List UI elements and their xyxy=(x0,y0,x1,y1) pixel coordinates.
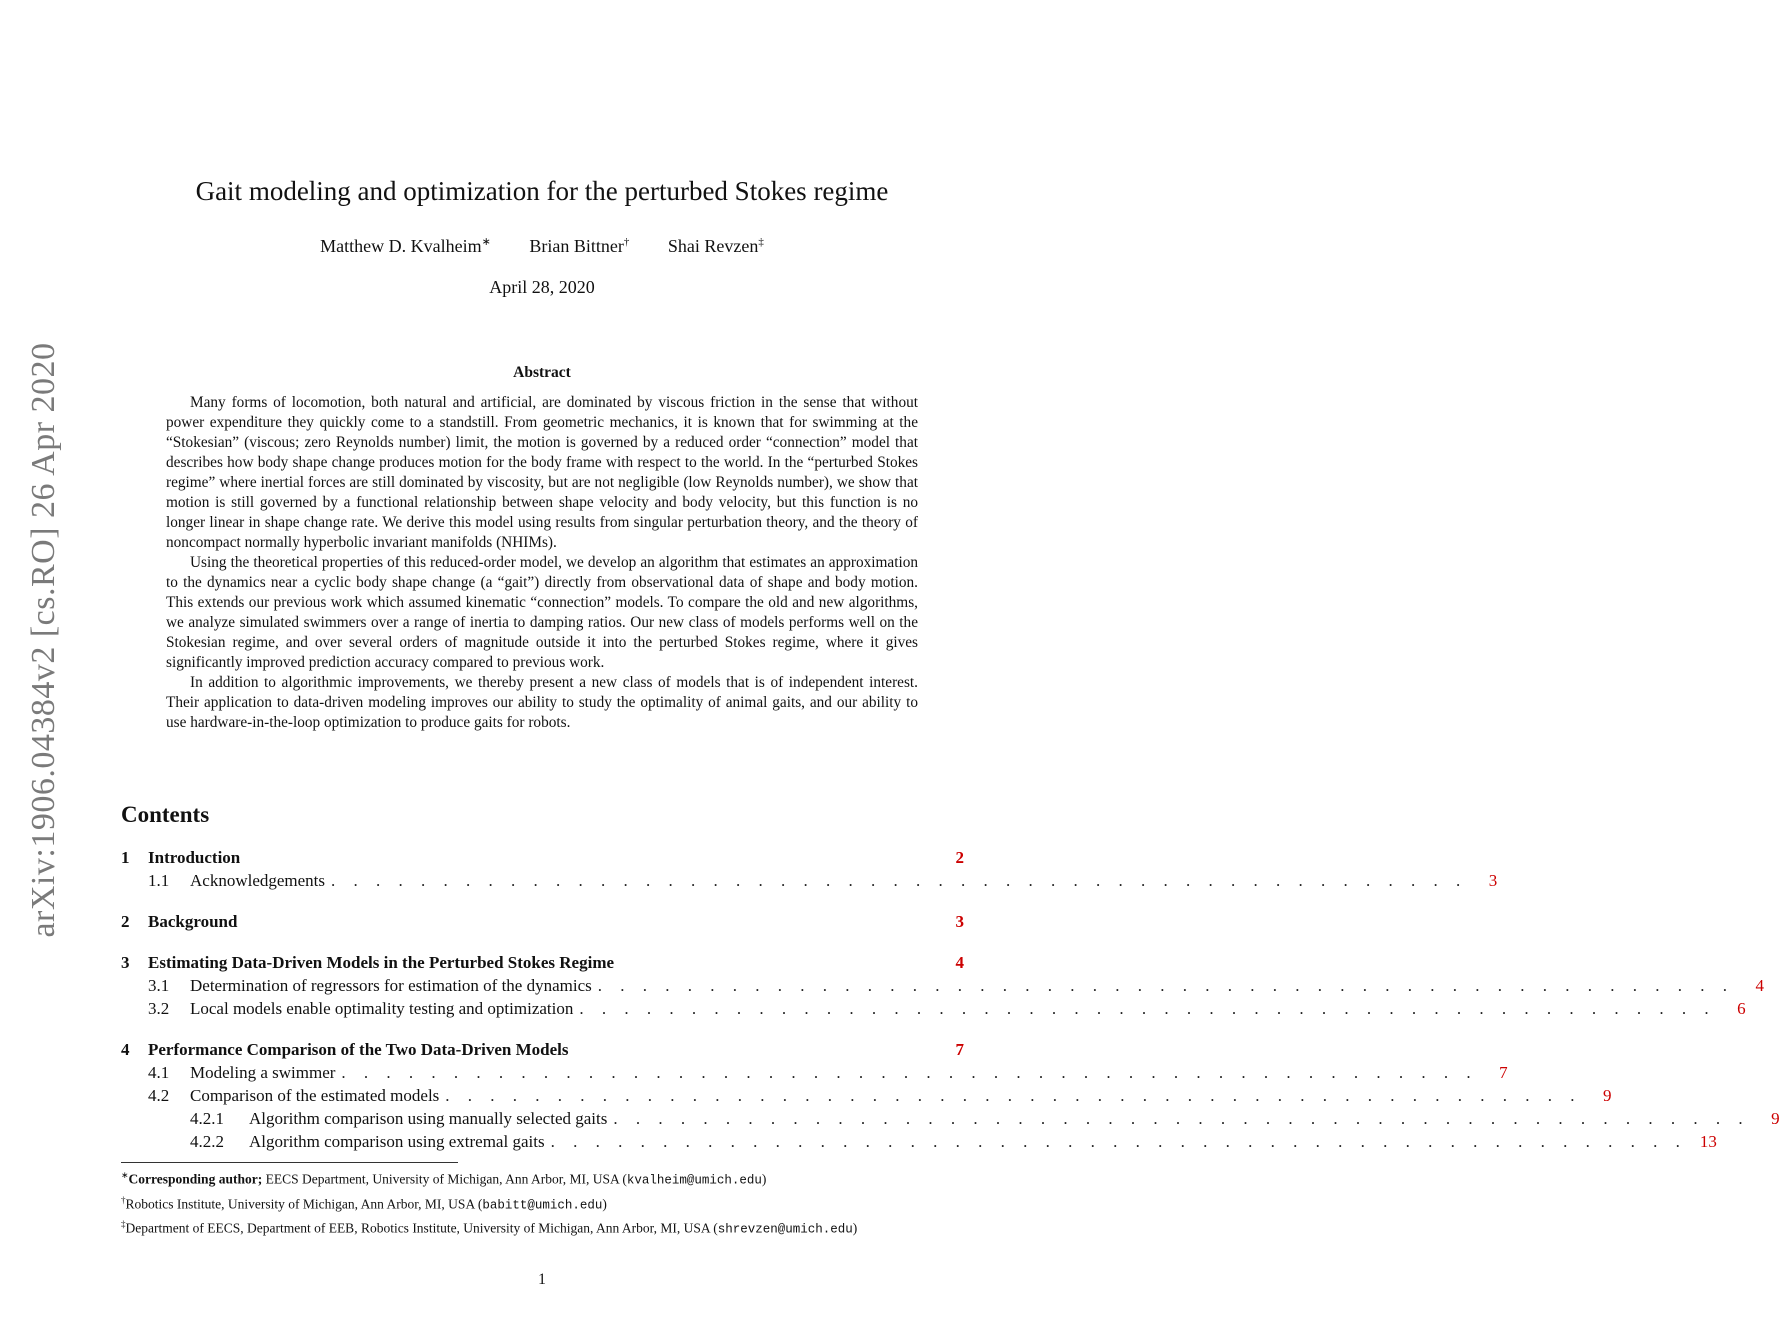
toc-leader-dots: . . . . . . . . . . . . . . . . . . . . . . . . . . . . . . . . . . . . . . . . . . . . . . . . . . . xyxy=(579,999,1716,1018)
footnote-rule xyxy=(121,1162,458,1163)
toc-entry-section[interactable]: 2 Background 3 xyxy=(121,912,964,931)
toc-entry-section[interactable]: 3 Estimating Data-Driven Models in the Perturbed Stokes Regime 4 xyxy=(121,953,964,972)
author-name: Matthew D. Kvalheim∗ xyxy=(320,236,491,256)
footnotes xyxy=(121,1166,964,1240)
email-link[interactable]: shrevzen@umich.edu xyxy=(717,1222,853,1237)
paper-date: April 28, 2020 xyxy=(489,277,595,297)
abstract-paragraph: Using the theoretical properties of this reduced-order model, we develop an algorithm that estimates an approximation to the dynamics near a cyclic body shape change (a “gait”) directly from observational data of shape and body motion. This extends our previous work which assumed kinematic “connection” models. To compare the old and new algorithms, we analyze simulated swimmers over a range of inertia to damping ratios. Our new class of models performs well on the Stokesian regime, and over several orders of magnitude outside it into the perturbed Stokes regime, where it gives significantly improved prediction accuracy compared to previous work. xyxy=(166,554,918,671)
toc-page-link[interactable]: 4 xyxy=(955,953,964,972)
footnote: ∗Corresponding author; EECS Department, University of Michigan, Ann Arbor, MI, USA (kvalheim@umich.edu) xyxy=(121,1170,767,1188)
toc-entry-subsubsection[interactable]: 4.2.1 Algorithm comparison using manually selected gaits . . . . . . . . . . . . . . . . . . . . . . . . . . . . . . . . . . . . . . . . . . . . . . . . . . . 9 xyxy=(190,1109,1780,1128)
toc-entry-section[interactable]: 1 Introduction 2 xyxy=(121,848,964,867)
toc-page-link[interactable]: 7 xyxy=(1499,1063,1508,1082)
toc-page-link[interactable]: 4 xyxy=(1755,976,1764,995)
toc-entry-subsubsection[interactable]: 4.2.2 Algorithm comparison using extremal gaits . . . . . . . . . . . . . . . . . . . . . . . . . . . . . . . . . . . . . . . . . . . . . . . . . . . 13 xyxy=(190,1132,1717,1151)
toc-leader-dots: . . . . . . . . . . . . . . . . . . . . . . . . . . . . . . . . . . . . . . . . . . . . . . . . . . . xyxy=(341,1063,1478,1082)
email-link[interactable]: babitt@umich.edu xyxy=(482,1198,603,1212)
toc-leader-dots: . . . . . . . . . . . . . . . . . . . . . . . . . . . . . . . . . . . . . . . . . . . . . . . . . . . xyxy=(331,871,1468,890)
toc-entry-section[interactable]: 4 Performance Comparison of the Two Data-Driven Models 7 xyxy=(121,1040,964,1059)
author-list xyxy=(0,235,1084,257)
toc-leader-dots: . . . . . . . . . . . . . . . . . . . . . . . . . . . . . . . . . . . . . . . . . . . . . . . . . . . xyxy=(597,976,1734,995)
page-number: 1 xyxy=(538,1271,546,1288)
contents-heading: Contents xyxy=(121,802,210,827)
toc-page-link[interactable]: 7 xyxy=(955,1040,964,1059)
toc-page-link[interactable]: 13 xyxy=(1699,1132,1717,1151)
toc-leader-dots: . . . . . . . . . . . . . . . . . . . . . . . . . . . . . . . . . . . . . . . . . . . . . . . . . . . xyxy=(613,1109,1750,1128)
abstract-paragraph: In addition to algorithmic improvements, we thereby present a new class of models that is of independent interest. Their application to data-driven modeling improves our ability to study the optimality of animal gaits, and our ability to use hardware-in-the-loop optimization to produce gaits for robots. xyxy=(166,674,918,731)
toc-entry-subsection[interactable]: 3.2 Local models enable optimality testing and optimization . . . . . . . . . . . . . . . . . . . . . . . . . . . . . . . . . . . . . . . . . . . . . . . . . . . 6 xyxy=(148,999,1746,1018)
footnote: ‡Department of EECS, Department of EEB, Robotics Institute, University of Michigan, Ann Arbor, MI, USA (shrevzen@umich.edu) xyxy=(121,1219,858,1237)
abstract-paragraph: Many forms of locomotion, both natural and artificial, are dominated by viscous friction in the sense that without power expenditure they quickly come to a standstill. From geometric mechanics, it is known that for swimming at the “Stokesian” (viscous; zero Reynolds number) limit, the motion is governed by a reduced order “connection” model that describes how body shape change produces motion for the body frame with respect to the world. In the “perturbed Stokes regime” where inertial forces are still dominated by viscosity, but are not negligible (low Reynolds number), we show that motion is still governed by a functional relationship between shape velocity and body velocity, but this function is no longer linear in shape change rate. We derive this model using results from singular perturbation theory, and the theory of noncompact normally hyperbolic invariant manifolds (NHIMs). xyxy=(166,394,918,551)
toc-entry-subsection[interactable]: 3.1 Determination of regressors for estimation of the dynamics . . . . . . . . . . . . . . . . . . . . . . . . . . . . . . . . . . . . . . . . . . . . . . . . . . . 4 xyxy=(148,976,1764,995)
toc-page-link[interactable]: 3 xyxy=(1488,871,1498,890)
toc-page-link[interactable]: 2 xyxy=(955,848,964,867)
toc-entry-subsection[interactable]: 4.2 Comparison of the estimated models . . . . . . . . . . . . . . . . . . . . . . . . . . . . . . . . . . . . . . . . . . . . . . . . . . . 9 xyxy=(148,1086,1612,1105)
paper-title: Gait modeling and optimization for the perturbed Stokes regime xyxy=(195,176,889,206)
toc-leader-dots: . . . . . . . . . . . . . . . . . . . . . . . . . . . . . . . . . . . . . . . . . . . . . . . . . . . xyxy=(550,1132,1687,1151)
footnote: †Robotics Institute, University of Michigan, Ann Arbor, MI, USA (babitt@umich.edu) xyxy=(121,1194,607,1212)
abstract-body xyxy=(166,393,918,733)
arxiv-sidebar-stamp: arXiv:1906.04384v2 [cs.RO] 26 Apr 2020 xyxy=(25,342,62,938)
author-name: Shai Revzen‡ xyxy=(667,236,764,256)
author-name: Brian Bittner† xyxy=(529,236,630,256)
toc-page-link[interactable]: 9 xyxy=(1771,1109,1780,1128)
toc-page-link[interactable]: 3 xyxy=(955,912,964,931)
toc-leader-dots: . . . . . . . . . . . . . . . . . . . . . . . . . . . . . . . . . . . . . . . . . . . . . . . . . . . xyxy=(445,1086,1582,1105)
toc-entry-subsection[interactable]: 1.1 Acknowledgements . . . . . . . . . . . . . . . . . . . . . . . . . . . . . . . . . . . . . . . . . . . . . . . . . . . 3 xyxy=(148,871,1498,890)
abstract-heading: Abstract xyxy=(513,364,571,381)
table-of-contents xyxy=(121,846,1780,1153)
toc-entry-subsection[interactable]: 4.1 Modeling a swimmer . . . . . . . . . . . . . . . . . . . . . . . . . . . . . . . . . . . . . . . . . . . . . . . . . . . 7 xyxy=(148,1063,1508,1082)
email-link[interactable]: kvalheim@umich.edu xyxy=(626,1173,762,1188)
toc-page-link[interactable]: 9 xyxy=(1603,1086,1612,1105)
toc-page-link[interactable]: 6 xyxy=(1737,999,1746,1018)
